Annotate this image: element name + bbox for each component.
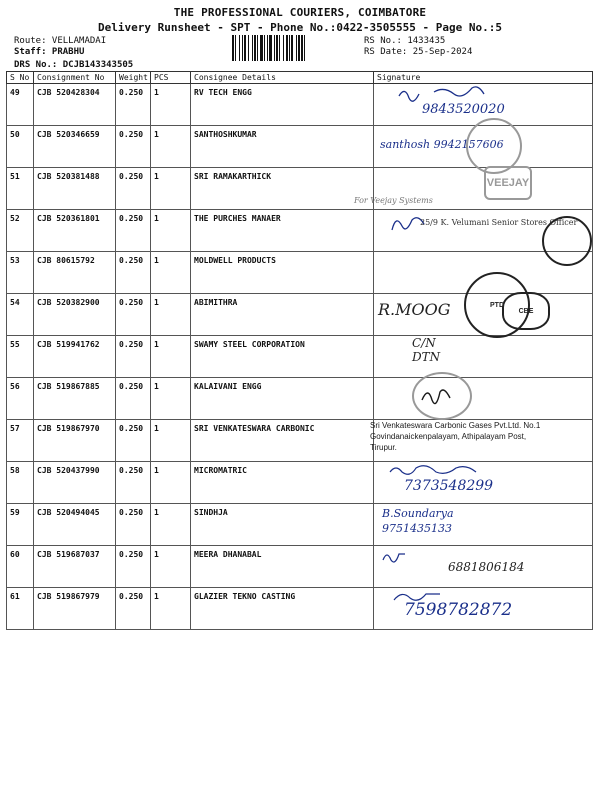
row-consignment: CJB 519867885 xyxy=(34,378,116,420)
staff-label: Staff: PRABHU xyxy=(14,47,85,57)
cbe-stamp: CBE xyxy=(502,292,550,330)
row-weight: 0.250 xyxy=(116,210,151,252)
col-signature: Signature xyxy=(374,72,593,84)
table-row xyxy=(7,168,593,210)
col-sno: S No xyxy=(7,72,34,84)
row-pcs: 1 xyxy=(151,420,191,462)
row-pcs: 1 xyxy=(151,546,191,588)
row-pcs: 1 xyxy=(151,378,191,420)
table-row xyxy=(7,336,593,378)
row-consignee: SANTHOSHKUMAR xyxy=(191,126,374,168)
signature-cell xyxy=(370,420,593,462)
row-weight: 0.250 xyxy=(116,546,151,588)
runsheet-subtitle: Delivery Runsheet - SPT - Phone No.:0422-3505555 - Page No.:5 xyxy=(98,21,502,34)
row-sno: 59 xyxy=(7,504,34,546)
signature-text: 9843520020 xyxy=(422,102,505,117)
table-header-row xyxy=(7,72,593,84)
signature-cell xyxy=(374,504,593,546)
row-consignment: CJB 520346659 xyxy=(34,126,116,168)
signature-cell xyxy=(374,588,593,630)
row-pcs: 1 xyxy=(151,168,191,210)
table-row xyxy=(7,462,593,504)
row-sno: 57 xyxy=(7,420,34,462)
row-consignment: CJB 520437990 xyxy=(34,462,116,504)
signature-text: For Veejay Systems xyxy=(354,196,433,205)
barcode-bar xyxy=(305,35,308,61)
signature-cell xyxy=(374,378,593,420)
row-weight: 0.250 xyxy=(116,462,151,504)
route-label: Route: VELLAMADAI xyxy=(14,36,107,46)
row-consignment: CJB 80615792 xyxy=(34,252,116,294)
table-row xyxy=(7,378,593,420)
row-sno: 61 xyxy=(7,588,34,630)
signature-text: R.MOOG xyxy=(378,300,451,319)
rs-date: RS Date: 25-Sep-2024 xyxy=(364,47,473,57)
rs-number: RS No.: 1433435 xyxy=(364,36,446,46)
signature-cell xyxy=(374,336,593,378)
col-consignment: Consignment No xyxy=(34,72,116,84)
row-weight: 0.250 xyxy=(116,336,151,378)
row-pcs: 1 xyxy=(151,84,191,126)
table-row xyxy=(7,210,593,252)
signature-text: 7373548299 xyxy=(404,478,494,494)
signature-cell xyxy=(374,210,593,252)
signature-scribble xyxy=(418,384,458,408)
barcode-image xyxy=(232,35,356,61)
row-consignee: GLAZIER TEKNO CASTING xyxy=(191,588,374,630)
row-weight: 0.250 xyxy=(116,168,151,210)
row-pcs: 1 xyxy=(151,504,191,546)
row-sno: 60 xyxy=(7,546,34,588)
row-sno: 55 xyxy=(7,336,34,378)
signature-cell xyxy=(374,126,593,168)
signature-text: 7598782872 xyxy=(404,600,513,620)
row-weight: 0.250 xyxy=(116,420,151,462)
company-title: THE PROFESSIONAL COURIERS, COIMBATORE xyxy=(173,6,427,19)
row-sno: 58 xyxy=(7,462,34,504)
signature-scribble xyxy=(380,548,410,564)
row-consignee: SRI VENKATESWARA CARBONIC xyxy=(191,420,374,462)
row-consignment: CJB 520381488 xyxy=(34,168,116,210)
ptd-stamp: PTD xyxy=(464,272,530,338)
row-consignee: THE PURCHES MANAER xyxy=(191,210,374,252)
row-weight: 0.250 xyxy=(116,84,151,126)
row-sno: 53 xyxy=(7,252,34,294)
runsheet-table xyxy=(6,71,593,630)
row-consignee: RV TECH ENGG xyxy=(191,84,374,126)
row-pcs: 1 xyxy=(151,210,191,252)
row-sno: 51 xyxy=(7,168,34,210)
row-consignment: CJB 520428304 xyxy=(34,84,116,126)
row-sno: 52 xyxy=(7,210,34,252)
row-consignee: MEERA DHANABAL xyxy=(191,546,374,588)
signature-text: C/N DTN xyxy=(412,336,441,364)
table-row xyxy=(7,420,593,462)
table-row xyxy=(7,126,593,168)
table-row xyxy=(7,546,593,588)
row-pcs: 1 xyxy=(151,336,191,378)
row-weight: 0.250 xyxy=(116,588,151,630)
row-consignee: SINDHJA xyxy=(191,504,374,546)
row-pcs: 1 xyxy=(151,252,191,294)
table-row xyxy=(7,588,593,630)
signature-text: 25/9 K. Velumani Senior Stores Officer xyxy=(420,218,578,227)
row-sno: 56 xyxy=(7,378,34,420)
row-pcs: 1 xyxy=(151,588,191,630)
signature-text: santhosh 9942157606 xyxy=(380,138,504,151)
signature-cell xyxy=(354,168,593,210)
signature-cell xyxy=(374,294,593,336)
row-consignee: SRI RAMAKARTHICK xyxy=(191,168,374,210)
signature-cell xyxy=(374,546,593,588)
row-weight: 0.250 xyxy=(116,378,151,420)
drs-number: DRS No.: DCJB143343505 xyxy=(14,60,134,70)
row-sno: 54 xyxy=(7,294,34,336)
row-weight: 0.250 xyxy=(116,504,151,546)
company-address-stamp: Sri Venkateswara Carbonic Gases Pvt.Ltd. No.1 Govindanaickenpalayam, Athipalayam Post, Tirupur. xyxy=(370,421,541,452)
row-consignee: MICROMATRIC xyxy=(191,462,374,504)
row-weight: 0.250 xyxy=(116,126,151,168)
signature-scribble xyxy=(394,84,514,104)
signature-text: 6881806184 xyxy=(448,560,525,574)
row-weight: 0.250 xyxy=(116,252,151,294)
signature-scribble xyxy=(386,462,496,476)
veejay-stamp: VEEJAY xyxy=(484,166,532,200)
row-sno: 50 xyxy=(7,126,34,168)
row-consignment: CJB 520494045 xyxy=(34,504,116,546)
row-pcs: 1 xyxy=(151,462,191,504)
row-consignee: SWAMY STEEL CORPORATION xyxy=(191,336,374,378)
table-row xyxy=(7,504,593,546)
row-sno: 49 xyxy=(7,84,34,126)
row-weight: 0.250 xyxy=(116,294,151,336)
row-consignee: KALAIVANI ENGG xyxy=(191,378,374,420)
row-consignee: ABIMITHRA xyxy=(191,294,374,336)
row-consignment: CJB 519867979 xyxy=(34,588,116,630)
col-consignee: Consignee Details xyxy=(191,72,374,84)
row-consignment: CJB 519941762 xyxy=(34,336,116,378)
signature-cell xyxy=(374,462,593,504)
table-row xyxy=(7,294,593,336)
row-consignment: CJB 519687037 xyxy=(34,546,116,588)
col-pcs: PCS xyxy=(151,72,191,84)
col-weight: Weight xyxy=(116,72,151,84)
row-pcs: 1 xyxy=(151,294,191,336)
row-pcs: 1 xyxy=(151,126,191,168)
row-consignee: MOLDWELL PRODUCTS xyxy=(191,252,374,294)
signature-text: B.Soundarya 9751435133 xyxy=(382,507,454,535)
row-consignment: CJB 520382900 xyxy=(34,294,116,336)
row-consignment: CJB 519867970 xyxy=(34,420,116,462)
row-consignment: CJB 520361801 xyxy=(34,210,116,252)
